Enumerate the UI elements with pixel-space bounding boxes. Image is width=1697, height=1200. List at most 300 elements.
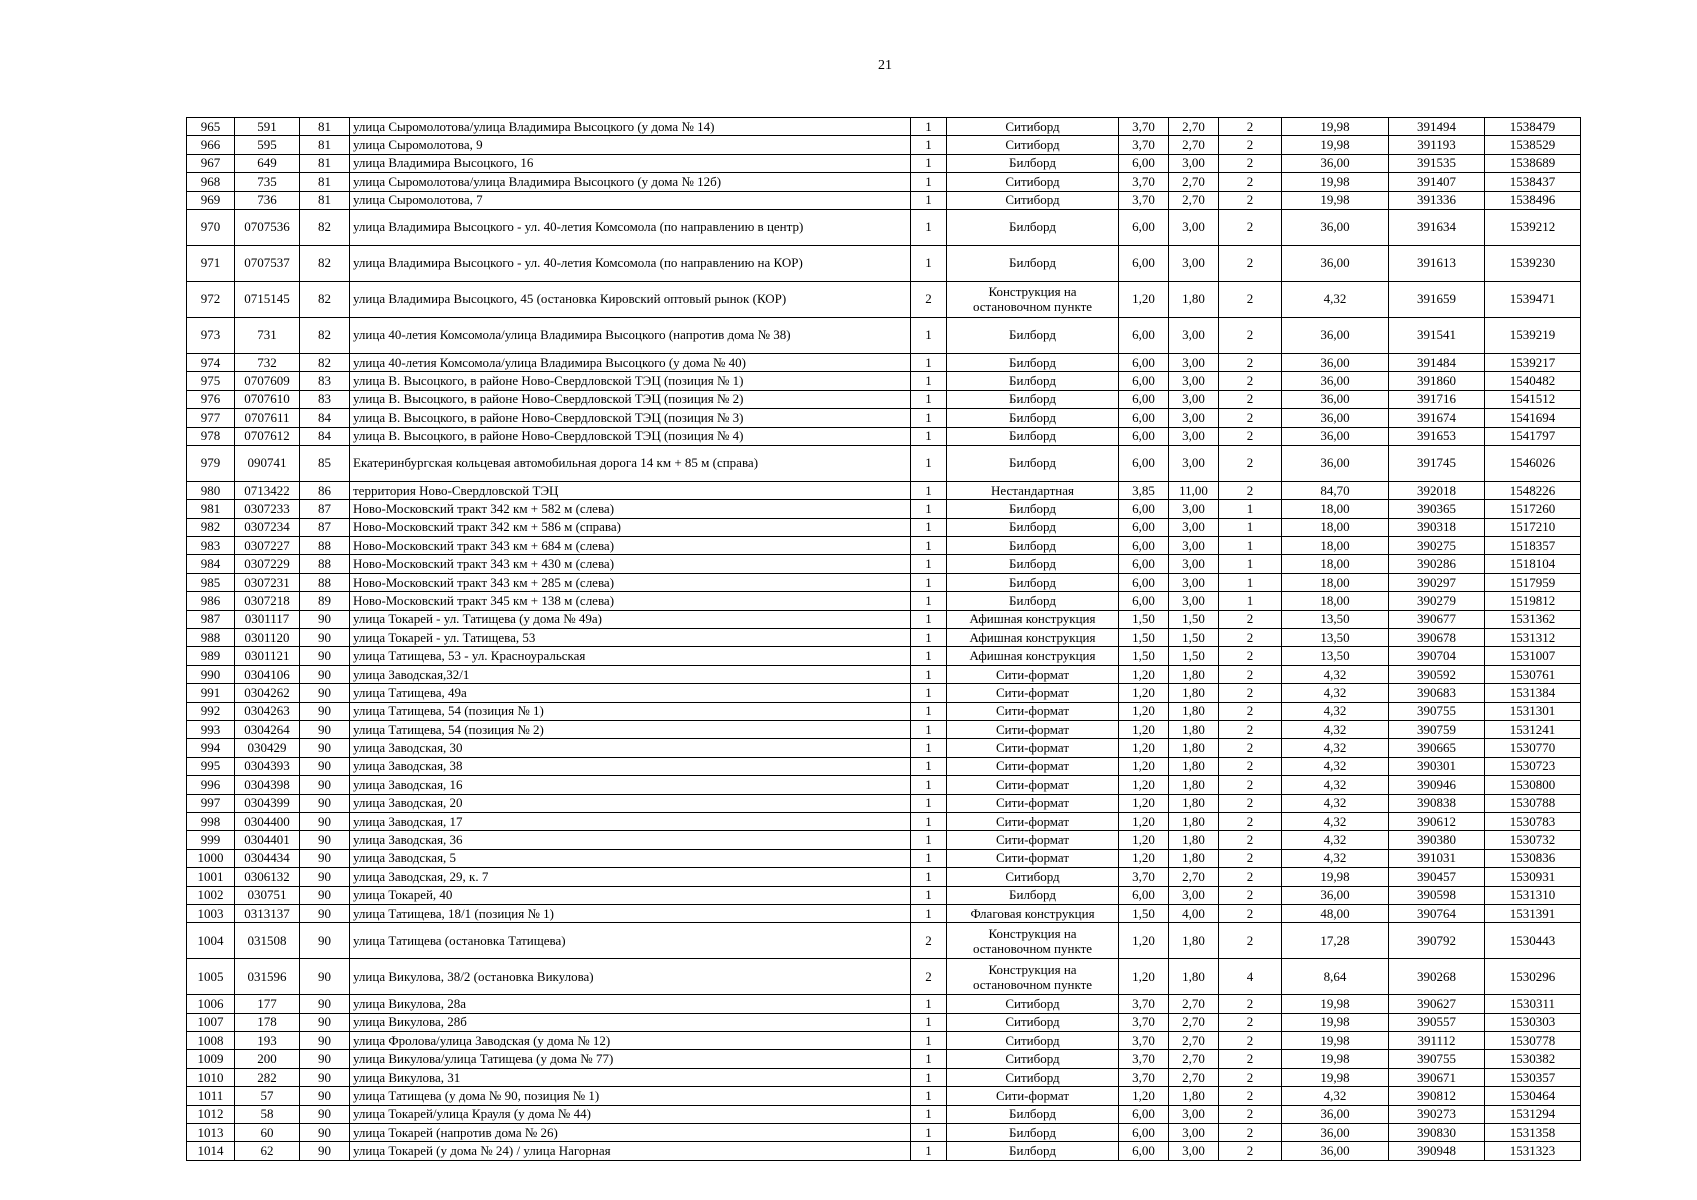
cell-registry-code: 0715145 — [235, 281, 300, 317]
cell-construction-type: Билборд — [947, 245, 1119, 281]
cell-row-number: 999 — [187, 831, 235, 849]
cell-quantity: 1 — [911, 886, 947, 904]
cell-width: 1,20 — [1119, 739, 1169, 757]
cell-address: улица Викулова/улица Татищева (у дома № 77) — [350, 1050, 911, 1068]
cell-address: Ново-Московский тракт 343 км + 684 м (слева) — [350, 537, 911, 555]
cell-quantity: 1 — [911, 555, 947, 573]
cell-row-number: 996 — [187, 776, 235, 794]
cell-sides: 1 — [1219, 537, 1282, 555]
cell-registry-code: 031596 — [235, 959, 300, 995]
cell-address: улица Фролова/улица Заводская (у дома № 12) — [350, 1032, 911, 1050]
cell-registry-code: 0707609 — [235, 372, 300, 390]
cell-registry-code: 0304264 — [235, 720, 300, 738]
cell-quantity: 1 — [911, 317, 947, 353]
table-row — [187, 665, 1581, 683]
cell-zone-number: 90 — [300, 995, 350, 1013]
cell-zone-number: 90 — [300, 1142, 350, 1160]
cell-area: 19,98 — [1282, 995, 1389, 1013]
cell-address: улица Заводская, 16 — [350, 776, 911, 794]
cell-quantity: 1 — [911, 518, 947, 536]
cell-area: 19,98 — [1282, 1032, 1389, 1050]
cell-coord-y: 1530311 — [1485, 995, 1581, 1013]
table-row — [187, 923, 1581, 959]
cell-height: 1,80 — [1169, 757, 1219, 775]
cell-registry-code: 0304399 — [235, 794, 300, 812]
cell-row-number: 992 — [187, 702, 235, 720]
cell-row-number: 966 — [187, 136, 235, 154]
cell-zone-number: 90 — [300, 739, 350, 757]
table-row — [187, 445, 1581, 481]
cell-area: 19,98 — [1282, 118, 1389, 136]
cell-area: 18,00 — [1282, 518, 1389, 536]
cell-registry-code: 591 — [235, 118, 300, 136]
cell-construction-type: Ситиборд — [947, 191, 1119, 209]
cell-coord-y: 1531007 — [1485, 647, 1581, 665]
cell-address: улица Владимира Высоцкого - ул. 40-летия Комсомола (по направлению на КОР) — [350, 245, 911, 281]
cell-row-number: 1012 — [187, 1105, 235, 1123]
cell-area: 4,32 — [1282, 776, 1389, 794]
cell-area: 13,50 — [1282, 647, 1389, 665]
table-row — [187, 500, 1581, 518]
cell-coord-x: 391193 — [1389, 136, 1485, 154]
cell-sides: 2 — [1219, 995, 1282, 1013]
cell-construction-type: Билборд — [947, 1142, 1119, 1160]
cell-address: улица Токарей/улица Крауля (у дома № 44) — [350, 1105, 911, 1123]
cell-zone-number: 88 — [300, 573, 350, 591]
cell-coord-y: 1538496 — [1485, 191, 1581, 209]
cell-quantity: 1 — [911, 849, 947, 867]
cell-width: 6,00 — [1119, 1105, 1169, 1123]
cell-registry-code: 62 — [235, 1142, 300, 1160]
cell-construction-type: Ситиборд — [947, 1050, 1119, 1068]
cell-height: 3,00 — [1169, 154, 1219, 172]
cell-height: 3,00 — [1169, 537, 1219, 555]
cell-quantity: 1 — [911, 1068, 947, 1086]
cell-construction-type: Афишная конструкция — [947, 610, 1119, 628]
cell-row-number: 1011 — [187, 1087, 235, 1105]
cell-quantity: 1 — [911, 191, 947, 209]
cell-height: 3,00 — [1169, 245, 1219, 281]
table-row — [187, 959, 1581, 995]
cell-row-number: 970 — [187, 209, 235, 245]
cell-row-number: 986 — [187, 592, 235, 610]
cell-zone-number: 90 — [300, 720, 350, 738]
cell-height: 1,80 — [1169, 1087, 1219, 1105]
cell-coord-y: 1530296 — [1485, 959, 1581, 995]
cell-width: 1,50 — [1119, 904, 1169, 922]
cell-row-number: 984 — [187, 555, 235, 573]
cell-construction-type: Афишная конструкция — [947, 629, 1119, 647]
cell-coord-x: 390759 — [1389, 720, 1485, 738]
cell-zone-number: 85 — [300, 445, 350, 481]
cell-area: 19,98 — [1282, 136, 1389, 154]
cell-coord-x: 391494 — [1389, 118, 1485, 136]
cell-height: 3,00 — [1169, 500, 1219, 518]
cell-zone-number: 90 — [300, 1105, 350, 1123]
cell-quantity: 1 — [911, 500, 947, 518]
cell-coord-x: 390678 — [1389, 629, 1485, 647]
cell-row-number: 979 — [187, 445, 235, 481]
cell-height: 1,80 — [1169, 665, 1219, 683]
cell-construction-type: Билборд — [947, 537, 1119, 555]
cell-width: 1,20 — [1119, 684, 1169, 702]
cell-zone-number: 90 — [300, 812, 350, 830]
cell-quantity: 2 — [911, 923, 947, 959]
cell-coord-x: 390557 — [1389, 1013, 1485, 1031]
cell-construction-type: Билборд — [947, 427, 1119, 445]
cell-area: 4,32 — [1282, 831, 1389, 849]
cell-coord-y: 1531241 — [1485, 720, 1581, 738]
cell-registry-code: 58 — [235, 1105, 300, 1123]
cell-quantity: 2 — [911, 281, 947, 317]
table-row — [187, 173, 1581, 191]
cell-area: 36,00 — [1282, 372, 1389, 390]
cell-address: улица Заводская, 5 — [350, 849, 911, 867]
cell-area: 36,00 — [1282, 245, 1389, 281]
cell-construction-type: Сити-формат — [947, 702, 1119, 720]
table-row — [187, 537, 1581, 555]
cell-height: 1,80 — [1169, 959, 1219, 995]
cell-coord-y: 1530732 — [1485, 831, 1581, 849]
cell-zone-number: 87 — [300, 500, 350, 518]
table-row — [187, 592, 1581, 610]
cell-address: улица Сыромолотова, 9 — [350, 136, 911, 154]
cell-registry-code: 0304262 — [235, 684, 300, 702]
cell-construction-type: Ситиборд — [947, 1032, 1119, 1050]
cell-row-number: 1007 — [187, 1013, 235, 1031]
registry-table — [186, 117, 1581, 1161]
cell-area: 19,98 — [1282, 1068, 1389, 1086]
cell-coord-x: 391535 — [1389, 154, 1485, 172]
cell-zone-number: 81 — [300, 118, 350, 136]
cell-row-number: 994 — [187, 739, 235, 757]
cell-coord-x: 390764 — [1389, 904, 1485, 922]
cell-height: 1,80 — [1169, 831, 1219, 849]
cell-construction-type: Билборд — [947, 372, 1119, 390]
cell-area: 36,00 — [1282, 353, 1389, 371]
cell-coord-x: 390755 — [1389, 702, 1485, 720]
cell-zone-number: 81 — [300, 173, 350, 191]
cell-coord-y: 1530770 — [1485, 739, 1581, 757]
cell-registry-code: 0306132 — [235, 868, 300, 886]
cell-construction-type: Ситиборд — [947, 136, 1119, 154]
cell-quantity: 1 — [911, 245, 947, 281]
cell-coord-y: 1530778 — [1485, 1032, 1581, 1050]
cell-construction-type: Сити-формат — [947, 1087, 1119, 1105]
cell-quantity: 1 — [911, 573, 947, 591]
cell-area: 84,70 — [1282, 481, 1389, 499]
cell-coord-y: 1539212 — [1485, 209, 1581, 245]
cell-registry-code: 0304393 — [235, 757, 300, 775]
cell-height: 3,00 — [1169, 1105, 1219, 1123]
cell-construction-type: Сити-формат — [947, 849, 1119, 867]
cell-row-number: 981 — [187, 500, 235, 518]
cell-coord-x: 390297 — [1389, 573, 1485, 591]
cell-registry-code: 177 — [235, 995, 300, 1013]
cell-sides: 2 — [1219, 702, 1282, 720]
cell-zone-number: 90 — [300, 665, 350, 683]
cell-height: 2,70 — [1169, 1068, 1219, 1086]
cell-coord-y: 1517260 — [1485, 500, 1581, 518]
cell-registry-code: 0304106 — [235, 665, 300, 683]
cell-width: 6,00 — [1119, 555, 1169, 573]
table-row — [187, 353, 1581, 371]
cell-width: 1,20 — [1119, 1087, 1169, 1105]
cell-width: 6,00 — [1119, 573, 1169, 591]
cell-height: 2,70 — [1169, 136, 1219, 154]
table-row — [187, 739, 1581, 757]
table-row — [187, 720, 1581, 738]
cell-width: 1,20 — [1119, 281, 1169, 317]
cell-address: территория Ново-Свердловской ТЭЦ — [350, 481, 911, 499]
cell-sides: 2 — [1219, 191, 1282, 209]
cell-sides: 2 — [1219, 427, 1282, 445]
cell-construction-type: Билборд — [947, 518, 1119, 536]
cell-height: 3,00 — [1169, 1124, 1219, 1142]
table-row — [187, 629, 1581, 647]
cell-zone-number: 82 — [300, 281, 350, 317]
cell-registry-code: 735 — [235, 173, 300, 191]
cell-zone-number: 90 — [300, 794, 350, 812]
cell-quantity: 1 — [911, 118, 947, 136]
cell-construction-type: Сити-формат — [947, 812, 1119, 830]
cell-coord-y: 1538479 — [1485, 118, 1581, 136]
table-row — [187, 1142, 1581, 1160]
cell-width: 3,70 — [1119, 995, 1169, 1013]
cell-address: Екатеринбургская кольцевая автомобильная дорога 14 км + 85 м (справа) — [350, 445, 911, 481]
cell-row-number: 978 — [187, 427, 235, 445]
cell-area: 18,00 — [1282, 500, 1389, 518]
cell-address: Ново-Московский тракт 345 км + 138 м (слева) — [350, 592, 911, 610]
cell-zone-number: 82 — [300, 353, 350, 371]
table-row — [187, 1013, 1581, 1031]
cell-width: 6,00 — [1119, 372, 1169, 390]
cell-registry-code: 0304263 — [235, 702, 300, 720]
cell-area: 4,32 — [1282, 1087, 1389, 1105]
cell-coord-y: 1530723 — [1485, 757, 1581, 775]
cell-area: 4,32 — [1282, 812, 1389, 830]
cell-row-number: 985 — [187, 573, 235, 591]
cell-height: 2,70 — [1169, 173, 1219, 191]
cell-address: улица Заводская, 17 — [350, 812, 911, 830]
cell-zone-number: 88 — [300, 537, 350, 555]
cell-height: 3,00 — [1169, 1142, 1219, 1160]
cell-width: 3,70 — [1119, 868, 1169, 886]
cell-coord-x: 390948 — [1389, 1142, 1485, 1160]
cell-address: улица В. Высоцкого, в районе Ново-Свердловской ТЭЦ (позиция № 3) — [350, 409, 911, 427]
cell-row-number: 982 — [187, 518, 235, 536]
cell-quantity: 1 — [911, 154, 947, 172]
cell-quantity: 1 — [911, 868, 947, 886]
cell-row-number: 993 — [187, 720, 235, 738]
cell-zone-number: 90 — [300, 610, 350, 628]
cell-width: 6,00 — [1119, 353, 1169, 371]
cell-registry-code: 0304401 — [235, 831, 300, 849]
cell-height: 2,70 — [1169, 118, 1219, 136]
cell-address: улица Татищева (остановка Татищева) — [350, 923, 911, 959]
cell-registry-code: 0707537 — [235, 245, 300, 281]
cell-address: улица Токарей (у дома № 24) / улица Нагорная — [350, 1142, 911, 1160]
cell-area: 4,32 — [1282, 281, 1389, 317]
cell-address: улица Владимира Высоцкого, 16 — [350, 154, 911, 172]
cell-area: 4,32 — [1282, 684, 1389, 702]
cell-construction-type: Билборд — [947, 555, 1119, 573]
cell-quantity: 1 — [911, 372, 947, 390]
cell-registry-code: 0304434 — [235, 849, 300, 867]
cell-quantity: 1 — [911, 684, 947, 702]
cell-coord-x: 390838 — [1389, 794, 1485, 812]
cell-construction-type: Билборд — [947, 209, 1119, 245]
cell-address: улица В. Высоцкого, в районе Ново-Свердловской ТЭЦ (позиция № 1) — [350, 372, 911, 390]
cell-construction-type: Сити-формат — [947, 776, 1119, 794]
cell-sides: 2 — [1219, 1124, 1282, 1142]
cell-height: 4,00 — [1169, 904, 1219, 922]
table-row — [187, 136, 1581, 154]
cell-registry-code: 0307227 — [235, 537, 300, 555]
cell-sides: 2 — [1219, 610, 1282, 628]
cell-coord-y: 1530443 — [1485, 923, 1581, 959]
cell-sides: 1 — [1219, 573, 1282, 591]
cell-address: улица Заводская, 29, к. 7 — [350, 868, 911, 886]
cell-zone-number: 86 — [300, 481, 350, 499]
table-row — [187, 555, 1581, 573]
cell-quantity: 1 — [911, 173, 947, 191]
cell-height: 3,00 — [1169, 317, 1219, 353]
cell-registry-code: 0707536 — [235, 209, 300, 245]
cell-address: улица Татищева, 54 (позиция № 2) — [350, 720, 911, 738]
cell-coord-y: 1530464 — [1485, 1087, 1581, 1105]
cell-quantity: 1 — [911, 209, 947, 245]
cell-row-number: 969 — [187, 191, 235, 209]
cell-sides: 2 — [1219, 136, 1282, 154]
cell-registry-code: 0307233 — [235, 500, 300, 518]
cell-height: 2,70 — [1169, 191, 1219, 209]
cell-height: 1,50 — [1169, 610, 1219, 628]
cell-area: 36,00 — [1282, 209, 1389, 245]
cell-area: 4,32 — [1282, 739, 1389, 757]
cell-address: улица Татищева (у дома № 90, позиция № 1) — [350, 1087, 911, 1105]
cell-height: 1,80 — [1169, 720, 1219, 738]
cell-coord-y: 1541694 — [1485, 409, 1581, 427]
table-row — [187, 684, 1581, 702]
cell-address: улица Викулова, 28а — [350, 995, 911, 1013]
cell-coord-y: 1530788 — [1485, 794, 1581, 812]
cell-row-number: 1004 — [187, 923, 235, 959]
cell-coord-y: 1531384 — [1485, 684, 1581, 702]
cell-construction-type: Флаговая конструкция — [947, 904, 1119, 922]
table-row — [187, 518, 1581, 536]
cell-sides: 2 — [1219, 409, 1282, 427]
cell-width: 6,00 — [1119, 427, 1169, 445]
cell-row-number: 1014 — [187, 1142, 235, 1160]
cell-coord-y: 1517210 — [1485, 518, 1581, 536]
cell-zone-number: 84 — [300, 409, 350, 427]
cell-registry-code: 60 — [235, 1124, 300, 1142]
cell-height: 3,00 — [1169, 573, 1219, 591]
cell-coord-x: 391112 — [1389, 1032, 1485, 1050]
cell-quantity: 1 — [911, 812, 947, 830]
table-row — [187, 481, 1581, 499]
cell-coord-x: 391659 — [1389, 281, 1485, 317]
cell-registry-code: 193 — [235, 1032, 300, 1050]
cell-row-number: 1002 — [187, 886, 235, 904]
cell-row-number: 1003 — [187, 904, 235, 922]
cell-coord-x: 391541 — [1389, 317, 1485, 353]
cell-zone-number: 90 — [300, 629, 350, 647]
table-row — [187, 647, 1581, 665]
cell-coord-y: 1531323 — [1485, 1142, 1581, 1160]
table-row — [187, 245, 1581, 281]
cell-height: 3,00 — [1169, 353, 1219, 371]
cell-width: 1,20 — [1119, 720, 1169, 738]
cell-registry-code: 0307231 — [235, 573, 300, 591]
table-row — [187, 757, 1581, 775]
cell-width: 1,50 — [1119, 629, 1169, 647]
cell-row-number: 1000 — [187, 849, 235, 867]
cell-width: 1,20 — [1119, 923, 1169, 959]
cell-zone-number: 90 — [300, 1124, 350, 1142]
cell-coord-x: 390627 — [1389, 995, 1485, 1013]
cell-width: 6,00 — [1119, 1124, 1169, 1142]
cell-quantity: 1 — [911, 1013, 947, 1031]
cell-coord-x: 390268 — [1389, 959, 1485, 995]
cell-zone-number: 90 — [300, 1068, 350, 1086]
cell-sides: 2 — [1219, 1068, 1282, 1086]
cell-sides: 2 — [1219, 904, 1282, 922]
cell-width: 1,20 — [1119, 812, 1169, 830]
cell-registry-code: 0707610 — [235, 390, 300, 408]
cell-address: улица Викулова, 28б — [350, 1013, 911, 1031]
cell-width: 3,70 — [1119, 191, 1169, 209]
cell-row-number: 1001 — [187, 868, 235, 886]
cell-row-number: 997 — [187, 794, 235, 812]
cell-quantity: 1 — [911, 702, 947, 720]
cell-construction-type: Ситиборд — [947, 1068, 1119, 1086]
cell-width: 1,20 — [1119, 776, 1169, 794]
cell-row-number: 1010 — [187, 1068, 235, 1086]
cell-sides: 2 — [1219, 118, 1282, 136]
cell-address: улица Заводская, 20 — [350, 794, 911, 812]
cell-area: 4,32 — [1282, 849, 1389, 867]
cell-registry-code: 649 — [235, 154, 300, 172]
table-row — [187, 154, 1581, 172]
cell-coord-y: 1530303 — [1485, 1013, 1581, 1031]
cell-coord-x: 391031 — [1389, 849, 1485, 867]
cell-quantity: 1 — [911, 409, 947, 427]
cell-registry-code: 57 — [235, 1087, 300, 1105]
cell-area: 18,00 — [1282, 555, 1389, 573]
cell-registry-code: 031508 — [235, 923, 300, 959]
cell-address: улица Владимира Высоцкого - ул. 40-летия Комсомола (по направлению в центр) — [350, 209, 911, 245]
cell-row-number: 1006 — [187, 995, 235, 1013]
cell-quantity: 1 — [911, 1050, 947, 1068]
cell-sides: 2 — [1219, 776, 1282, 794]
cell-coord-x: 391634 — [1389, 209, 1485, 245]
cell-width: 6,00 — [1119, 445, 1169, 481]
cell-quantity: 1 — [911, 427, 947, 445]
cell-address: улица Викулова, 31 — [350, 1068, 911, 1086]
cell-construction-type: Билборд — [947, 500, 1119, 518]
cell-sides: 2 — [1219, 831, 1282, 849]
cell-width: 6,00 — [1119, 390, 1169, 408]
cell-construction-type: Билборд — [947, 445, 1119, 481]
cell-registry-code: 282 — [235, 1068, 300, 1086]
cell-quantity: 1 — [911, 1124, 947, 1142]
cell-width: 1,20 — [1119, 665, 1169, 683]
cell-height: 3,00 — [1169, 555, 1219, 573]
cell-coord-x: 390592 — [1389, 665, 1485, 683]
table-row — [187, 1068, 1581, 1086]
